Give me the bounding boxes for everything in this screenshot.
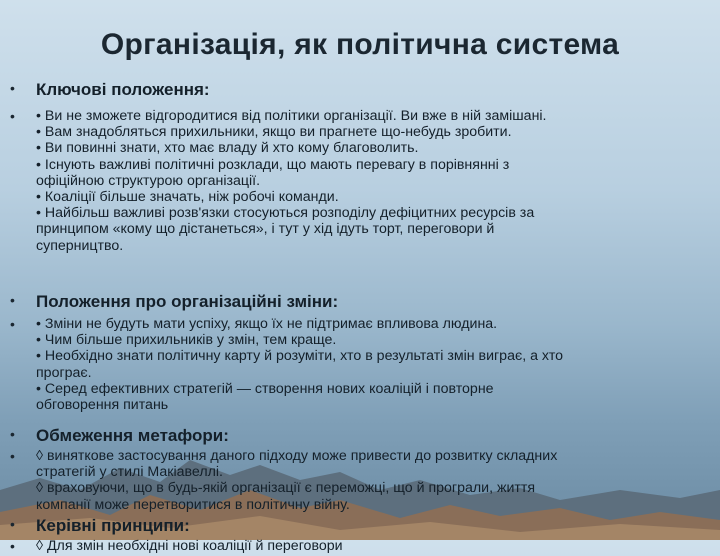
section-body-metaphor-limits <box>6 448 718 516</box>
body-line: • Коаліції більше значать, ніж робочі команди. <box>36 189 339 206</box>
bullet: • <box>10 426 15 442</box>
body-line: • Чим більше прихильників у змін, тем краще. <box>36 332 337 349</box>
bullet: • <box>10 80 15 96</box>
slide-content <box>6 80 718 556</box>
body-line: • Зміни не будуть мати успіху, якщо їх не підтримає впливова людина. <box>36 316 498 332</box>
section-body-org-changes <box>6 316 718 426</box>
body-line: програє. <box>36 364 92 381</box>
body-line: ◊ враховуючи, що в будь-якій організації є переможці, що й програли, життя <box>36 480 536 497</box>
bullet: • <box>10 108 15 124</box>
body-line: • Ви не зможете відгородитися від політики організації. Ви вже в ній замішані. <box>36 108 547 124</box>
body-line: обговорення питань <box>36 397 169 414</box>
body-line: • Вам знадобляться прихильники, якщо ви прагнете що-небудь зробити. <box>36 124 512 141</box>
section-heading-org-changes <box>6 292 718 316</box>
section-heading-metaphor-limits <box>6 426 718 448</box>
section-body-key-points <box>6 108 718 292</box>
slide-title: Організація, як політична система <box>100 28 620 61</box>
bullet: • <box>10 316 15 332</box>
body-line: • Необхідно знати політичну карту й розуміти, хто в результаті змін виграє, а хто <box>36 348 564 365</box>
body-line: ◊ виняткове застосування даного підходу може привести до розвитку складних <box>36 448 558 464</box>
body-line: • Найбільш важливі розв'язки стосуються розподілу дефіцитних ресурсів за <box>36 205 535 222</box>
body-line: ◊ Для змін необхідні нові коаліції й переговори <box>36 538 343 554</box>
body-line: стратегій у стилі Макіавеллі. <box>36 464 223 481</box>
body-line: • Ви повинні знати, хто має владу й хто кому благоволить. <box>36 140 419 157</box>
bullet: • <box>10 292 15 308</box>
bullet: • <box>10 538 15 554</box>
section-heading-guiding-principles <box>6 516 718 538</box>
section-heading-key-points <box>6 80 718 108</box>
section-body-guiding-principles <box>6 538 718 556</box>
body-line: офіційною структурою організації. <box>36 172 261 189</box>
heading-text: Ключові положення: <box>36 80 210 99</box>
body-line: суперництво. <box>36 237 124 254</box>
body-line: компанії може перетворитися в політичну війну. <box>36 496 350 513</box>
body-line: принципом «кому що дістанеться», і тут у хід ідуть торт, переговори й <box>36 221 495 238</box>
bullet: • <box>10 516 15 532</box>
heading-text: Положення про організаційні зміни: <box>36 292 339 311</box>
bullet: • <box>10 448 15 464</box>
heading-text: Обмеження метафори: <box>36 426 229 445</box>
body-line: • Існують важливі політичні розклади, що мають перевагу в порівнянні з <box>36 156 510 173</box>
heading-text: Керівні принципи: <box>36 516 190 535</box>
body-line: • Серед ефективних стратегій — створення нових коаліцій і повторне <box>36 380 494 397</box>
